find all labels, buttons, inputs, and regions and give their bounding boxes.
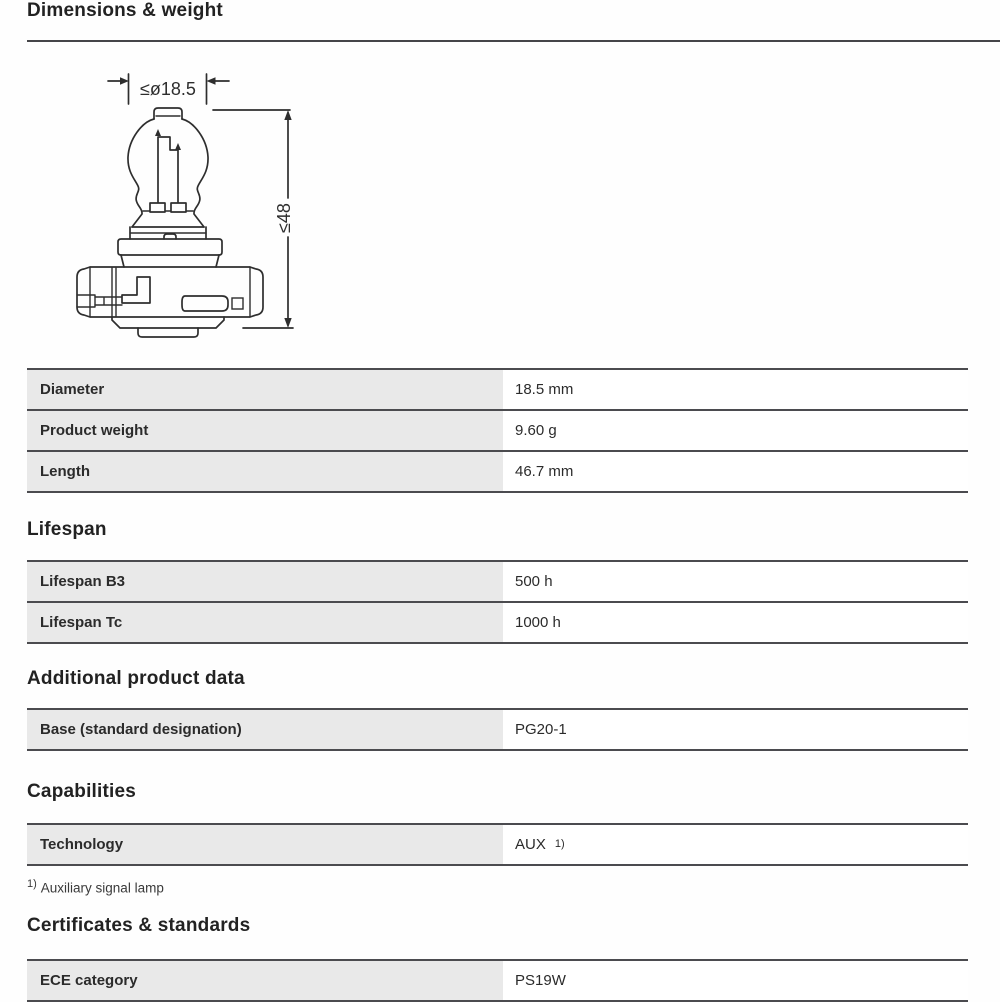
table-dimensions-weight <box>27 368 968 493</box>
section-heading-capabilities: Capabilities <box>27 781 137 802</box>
table-capabilities <box>27 823 968 866</box>
table-row <box>27 370 968 411</box>
row-label: Length <box>27 452 503 491</box>
diameter-dimension <box>108 74 229 104</box>
bulb-glass-outline <box>128 108 208 227</box>
table-row <box>27 452 968 493</box>
table-row <box>27 411 968 452</box>
row-label: Lifespan B3 <box>27 562 503 601</box>
row-label: Lifespan Tc <box>27 603 503 642</box>
section-heading-additional-product-data: Additional product data <box>27 668 245 689</box>
table-row <box>27 825 968 866</box>
table-row <box>27 710 968 751</box>
footnote-ref: 1) <box>27 878 37 890</box>
row-label: Diameter <box>27 370 503 409</box>
bulb-technical-drawing <box>55 66 315 356</box>
table-additional-product-data <box>27 708 968 751</box>
row-value: 18.5 mm <box>515 381 574 398</box>
bulb-base-collar <box>118 227 222 267</box>
table-certificates-standards <box>27 959 968 1002</box>
row-label: ECE category <box>27 961 503 1000</box>
table-row <box>27 961 968 1002</box>
row-label: Base (standard designation) <box>27 710 503 749</box>
row-value: 9.60 g <box>515 422 557 439</box>
row-value: 500 h <box>515 573 553 590</box>
row-value <box>503 825 968 864</box>
table-lifespan <box>27 560 968 644</box>
row-label: Technology <box>27 825 503 864</box>
footnote-text: Auxiliary signal lamp <box>40 880 164 896</box>
bulb-socket-flange <box>77 267 263 337</box>
row-value: 1000 h <box>515 614 561 631</box>
section-heading-lifespan: Lifespan <box>27 519 107 540</box>
section-heading-certificates-standards: Certificates & standards <box>27 915 251 936</box>
footnote <box>27 878 164 896</box>
heading-divider <box>27 40 1000 42</box>
table-row <box>27 603 968 644</box>
row-value: PS19W <box>515 972 566 989</box>
length-dimension-label: ≤48 <box>274 203 294 233</box>
diameter-dimension-label: ≤ø18.5 <box>140 79 196 99</box>
technology-value: AUX <box>515 836 546 853</box>
footnote-reference: 1) <box>554 837 565 850</box>
table-row <box>27 562 968 603</box>
section-heading-dimensions-weight: Dimensions & weight <box>27 0 223 21</box>
row-value: PG20-1 <box>515 721 567 738</box>
filament-wires <box>150 129 186 212</box>
row-label: Product weight <box>27 411 503 450</box>
length-dimension <box>213 110 294 328</box>
row-value: 46.7 mm <box>515 463 574 480</box>
